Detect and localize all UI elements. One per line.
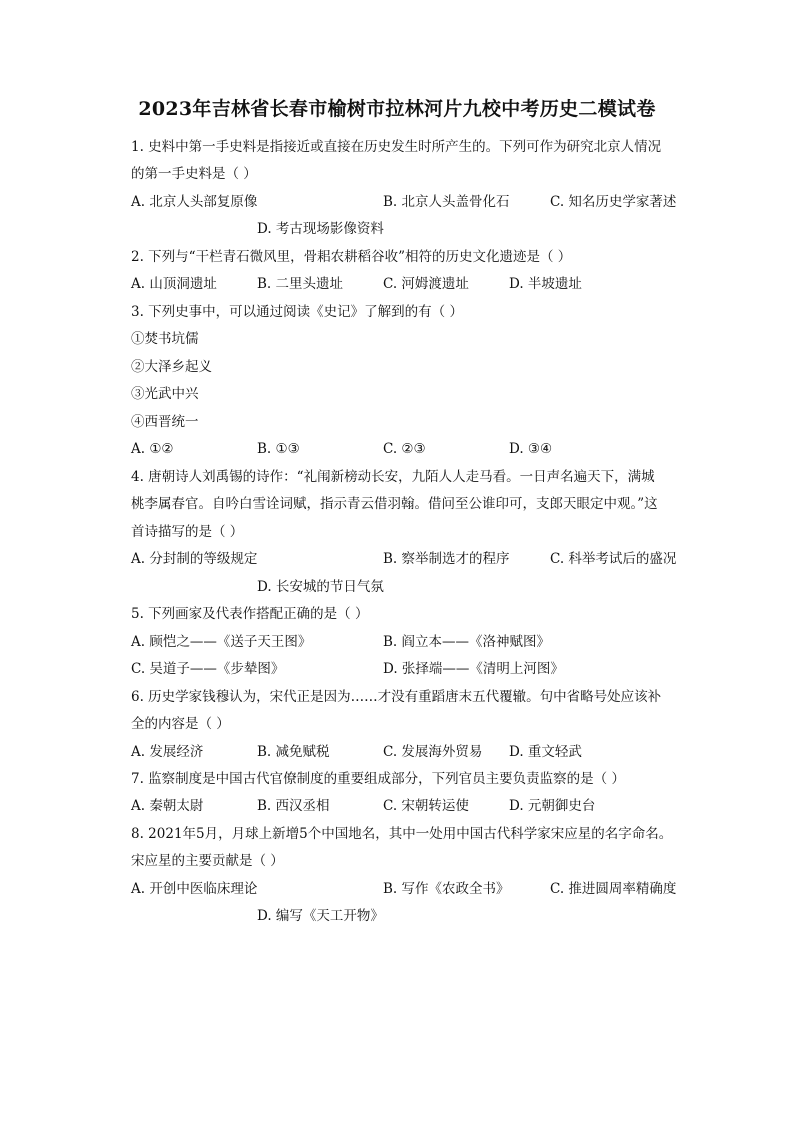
question-8-option-a: A. 开创中医临床理论 [131,881,258,897]
question-1-option-a: A. 北京人头部复原像 [131,194,258,210]
question-3-stem-line-1: 3. 下列史事中，可以通过阅读《史记》了解到的有（ ） [131,304,463,320]
question-3-item-4: ④西晋统一 [131,414,199,430]
question-3-option-d: D. ③④ [509,441,553,457]
question-3-option-c: C. ②③ [383,441,426,457]
question-3-item-3: ③光武中兴 [131,386,199,402]
question-1-option-c: C. 知名历史学家著述 [550,194,677,210]
question-1-option-b: B. 北京人头盖骨化石 [383,194,510,210]
question-7-option-d: D. 元朝御史台 [509,798,596,814]
question-5-option-b: B. 阎立本——《洛神赋图》 [383,634,551,650]
question-3-option-a: A. ①② [131,441,174,457]
question-8-option-c: C. 推进圆周率精确度 [550,881,677,897]
question-6-option-b: B. 减免赋税 [257,744,330,760]
question-7-option-b: B. 西汉丞相 [257,798,330,814]
page-title: 2023年吉林省长春市榆树市拉林河片九校中考历史二模试卷 [138,98,656,120]
question-3-item-1: ①焚书坑儒 [131,331,199,347]
question-5-option-d: D. 张择端——《清明上河图》 [383,661,564,677]
question-4-stem-line-3: 首诗描写的是（ ） [131,524,244,540]
question-8-stem-line-1: 8. 2021年5月，月球上新增5个中国地名，其中一处用中国古代科学家宋应星的名字命名。 [131,826,673,842]
question-4-stem-line-2: 桃李属春官。自吟白雪诠词赋，指示青云借羽翰。借问至公谁印可，支郎天眼定中观。”这 [131,496,658,512]
question-5-option-c: C. 吴道子——《步辇图》 [131,661,285,677]
question-5-option-a: A. 顾恺之——《送子天王图》 [131,634,312,650]
question-8-option-b: B. 写作《农政全书》 [383,881,510,897]
question-4-option-a: A. 分封制的等级规定 [131,551,258,567]
question-2-option-c: C. 河姆渡遗址 [383,276,469,292]
question-4-stem-line-1: 4. 唐朝诗人刘禹锡的诗作：“礼闱新榜动长安，九陌人人走马看。一日声名遍天下，满城 [131,469,655,485]
question-8-option-d: D. 编写《天工开物》 [257,908,384,924]
question-4-option-c: C. 科举考试后的盛况 [550,551,677,567]
question-7-option-c: C. 宋朝转运使 [383,798,469,814]
question-7-option-a: A. 秦朝太尉 [131,798,204,814]
question-1-stem-line-1: 1. 史料中第一手史料是指接近或直接在历史发生时所产生的。下列可作为研究北京人情况 [131,139,662,155]
question-7-stem-line-1: 7. 监察制度是中国古代官僚制度的重要组成部分，下列官员主要负责监察的是（ ） [131,771,625,787]
question-2-option-a: A. 山顶洞遗址 [131,276,217,292]
question-6-option-d: D. 重文轻武 [509,744,582,760]
question-2-stem-line-1: 2. 下列与“干栏青石微风里，骨耜农耕稻谷收”相符的历史文化遗迹是（ ） [131,249,572,265]
question-5-stem-line-1: 5. 下列画家及代表作搭配正确的是（ ） [131,606,369,622]
question-1-stem-line-2: 的第一手史料是（ ） [131,166,257,182]
question-1-option-d: D. 考古现场影像资料 [257,221,384,237]
question-2-option-b: B. 二里头遗址 [257,276,344,292]
question-6-stem-line-2: 全的内容是（ ） [131,716,230,732]
question-6-stem-line-1: 6. 历史学家钱穆认为，宋代正是因为……才没有重蹈唐末五代覆辙。句中省略号处应该补 [131,689,662,705]
question-6-option-c: C. 发展海外贸易 [383,744,483,760]
question-8-stem-line-2: 宋应星的主要贡献是（ ） [131,853,284,869]
question-3-option-b: B. ①③ [257,441,300,457]
question-6-option-a: A. 发展经济 [131,744,204,760]
question-2-option-d: D. 半坡遗址 [509,276,582,292]
question-4-option-b: B. 察举制选才的程序 [383,551,510,567]
question-3-item-2: ②大泽乡起义 [131,359,212,375]
question-4-option-d: D. 长安城的节日气氛 [257,579,384,595]
